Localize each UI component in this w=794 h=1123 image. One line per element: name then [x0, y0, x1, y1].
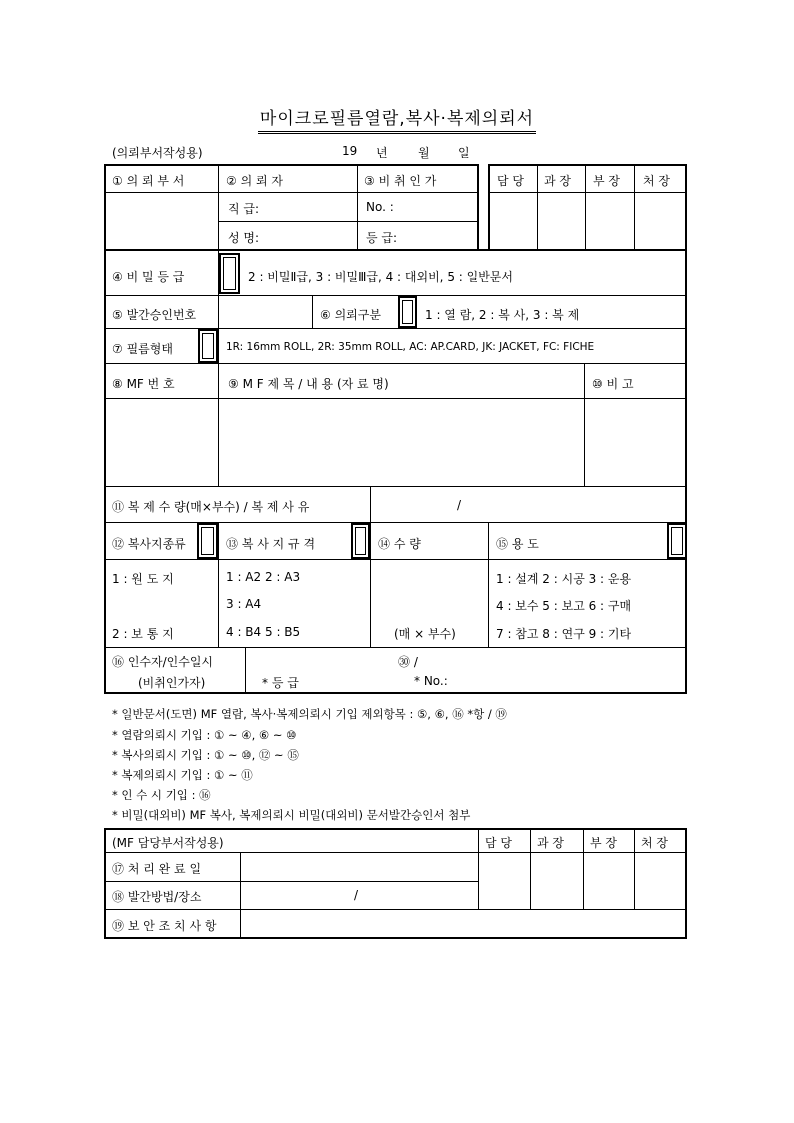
position-label: 직 급:	[228, 202, 260, 216]
secrecy-label: ④ 비 밀 등 급	[112, 270, 185, 284]
note-1: * 일반문서(도면) MF 열람, 복사·복제의뢰시 기입 제외항목 : ⑤, ⑥, ⑯ *항 / ⑲	[112, 707, 507, 721]
copy-qty-label: ⑪ 복 제 수 량(매×부수) / 복 제 사 유	[112, 500, 310, 514]
request-type-label: ⑥ 의뢰구분	[320, 308, 381, 322]
date-month-unit: 월	[418, 146, 430, 160]
film-type-options: 1R: 16mm ROLL, 2R: 35mm ROLL, AC: AP.CARD, JK: JACKET, FC: FICHE	[226, 341, 595, 353]
approval-dept-head: 부 장	[593, 174, 620, 188]
paper-size-option-2: 3 : A4	[226, 597, 262, 611]
mf-title-label: ⑨ M F 제 목 / 내 용 (자 료 명)	[228, 377, 389, 391]
security-label: ⑲ 보 안 조 치 사 항	[112, 919, 217, 933]
approval-no-label: ⑤ 발간승인번호	[112, 308, 197, 322]
mf-approval-dept-head: 부 장	[590, 836, 617, 850]
date-year: 19	[342, 144, 358, 158]
paper-type-checkbox[interactable]	[197, 523, 218, 559]
requester-label: ② 의 뢰 자	[226, 174, 283, 188]
form-usage-note: (의뢰부서작성용)	[112, 146, 203, 160]
note-2: * 열람의뢰시 기입 : ① ~ ④, ⑥ ~ ⑩	[112, 728, 297, 742]
name-label: 성 명:	[228, 231, 260, 245]
purpose-checkbox[interactable]	[667, 523, 687, 559]
mf-title-field[interactable]	[220, 400, 582, 484]
purpose-options-1: 1 : 설계 2 : 시공 3 : 운용	[496, 572, 632, 586]
mf-approval-staff: 담 당	[485, 836, 512, 850]
paper-type-option-1: 1 : 원 도 지	[112, 572, 174, 586]
mf-no-field[interactable]	[106, 400, 216, 484]
paper-size-label: ⑬ 복 사 지 규 격	[226, 537, 316, 551]
secrecy-options: 2 : 비밀Ⅱ급, 3 : 비밀Ⅲ급, 4 : 대외비, 5 : 일반문서	[248, 270, 513, 284]
note-4: * 복제의뢰시 기입 : ① ~ ⑪	[112, 768, 253, 782]
date-year-unit: 년	[376, 146, 388, 160]
purpose-options-2: 4 : 보수 5 : 보고 6 : 구매	[496, 599, 632, 613]
paper-size-option-1: 1 : A2 2 : A3	[226, 570, 301, 584]
copy-qty-slash: /	[457, 498, 462, 512]
method-label: ⑱ 발간방법/장소	[112, 890, 202, 904]
dept-label: ① 의 뢰 부 서	[112, 174, 185, 188]
film-type-label: ⑦ 필름형태	[112, 342, 173, 356]
date-day-unit: 일	[458, 146, 470, 160]
paper-size-option-3: 4 : B4 5 : B5	[226, 625, 301, 639]
receiver-grade: * 등 급	[262, 676, 299, 690]
receiver-sublabel: (비취인가자)	[138, 676, 206, 690]
request-type-checkbox[interactable]	[398, 296, 417, 328]
clearance-grade-label: 등 급:	[366, 231, 398, 245]
approval-director: 처 장	[643, 174, 670, 188]
secrecy-checkbox[interactable]	[219, 253, 240, 294]
mf-section-header: (MF 담당부서작성용)	[112, 836, 224, 850]
page-title: 마이크로필름열람,복사·복제의뢰서	[0, 104, 794, 134]
purpose-label: ⑮ 용 도	[496, 537, 539, 551]
mf-approval-director: 처 장	[641, 836, 668, 850]
approval-section-chief: 과 장	[544, 174, 571, 188]
method-slash: /	[354, 888, 359, 902]
remarks-field[interactable]	[586, 400, 685, 484]
receiver-label: ⑯ 인수자/인수일시	[112, 655, 214, 669]
clearance-no-label: No. :	[366, 200, 394, 214]
mf-no-label: ⑧ MF 번 호	[112, 377, 175, 391]
remarks-label: ⑩ 비 고	[592, 377, 634, 391]
approval-staff: 담 당	[497, 174, 524, 188]
receiver-no: * No.:	[414, 674, 448, 688]
request-type-options: 1 : 열 람, 2 : 복 사, 3 : 복 제	[425, 308, 580, 322]
receiver-sign: ㉚ /	[398, 655, 418, 669]
completion-date-label: ⑰ 처 리 완 료 일	[112, 862, 202, 876]
note-6: * 비밀(대외비) MF 복사, 복제의뢰시 비밀(대외비) 문서발간승인서 첨부	[112, 808, 471, 822]
quantity-unit: (매 × 부수)	[394, 627, 456, 641]
paper-size-checkbox[interactable]	[351, 523, 370, 559]
purpose-options-3: 7 : 참고 8 : 연구 9 : 기타	[496, 627, 632, 641]
quantity-label: ⑭ 수 량	[378, 537, 421, 551]
film-type-checkbox[interactable]	[198, 329, 218, 363]
note-3: * 복사의뢰시 기입 : ① ~ ⑩, ⑫ ~ ⑮	[112, 748, 299, 762]
clearance-label: ③ 비 취 인 가	[364, 174, 437, 188]
paper-type-option-2: 2 : 보 통 지	[112, 627, 174, 641]
mf-approval-section-chief: 과 장	[537, 836, 564, 850]
note-5: * 인 수 시 기입 : ⑯	[112, 788, 211, 802]
paper-type-label: ⑫ 복사지종류	[112, 537, 186, 551]
